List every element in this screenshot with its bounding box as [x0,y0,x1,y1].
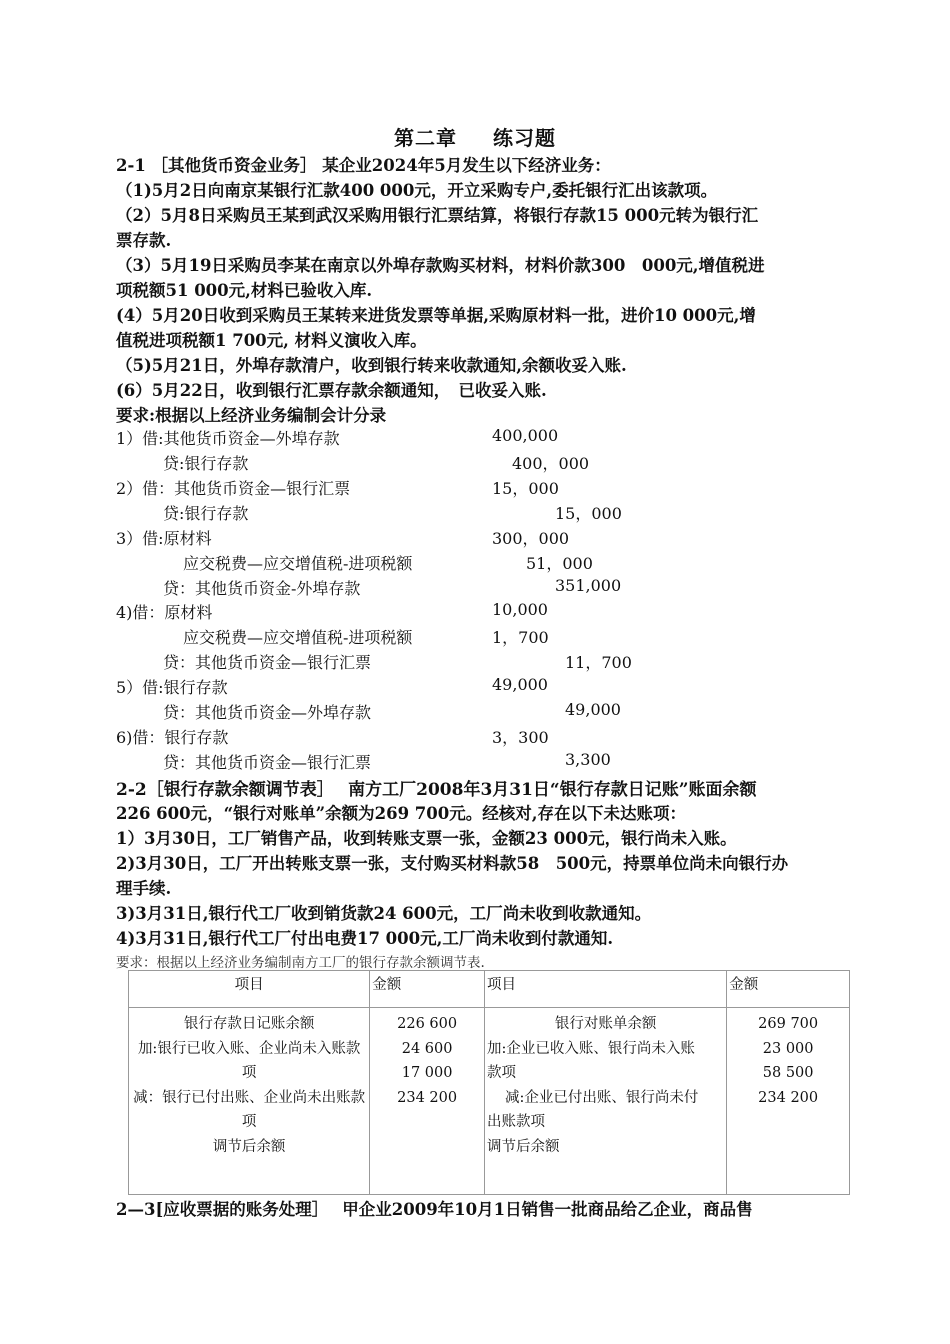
journal-entry-text: 贷：其他货币资金—银行汇票 [163,753,372,772]
ex2-item-line: 4)3月31日,银行代工厂付出电费17 000元,工厂尚未收到付款通知. [116,929,614,948]
journal-entry-amount: 3，300 [492,728,549,747]
right-item: 调节后余额 [486,1138,560,1155]
ex2-item-line: 1）3月30日，工厂销售产品，收到转账支票一张，金额23 000元，银行尚未入账。 [116,829,737,848]
journal-entry-amount: 351,000 [555,576,622,595]
chapter-label: 第二章 [394,126,457,150]
journal-entry-amount: 11，700 [565,653,632,672]
header-amount-right: 金额 [727,971,850,1008]
right-item: 出账款项 [486,1114,545,1130]
left-amounts-cell [370,1008,485,1195]
right-amount: 234 200 [758,1089,819,1106]
journal-entry-text: 6)借：银行存款 [116,728,229,747]
journal-entry-amount: 15，000 [492,479,559,498]
chapter-name: 练习题 [493,126,556,150]
journal-entry-amount: 10,000 [492,600,548,619]
header-item-right: 项目 [484,971,726,1008]
left-item: 加:银行已收入账、企业尚未入账款 [137,1040,361,1057]
left-amount: 17 000 [401,1065,453,1081]
ex2-item-line: 2)3月30日，工厂开出转账支票一张，支付购买材料款58 500元，持票单位尚未向银行办 [116,854,789,873]
right-item: 款项 [486,1065,516,1081]
ex1-item-line: 值税进项税额1 700元, 材料义演收入库。 [116,331,427,350]
left-item: 银行存款日记账余额 [183,1016,315,1032]
ex2-requirement: 要求：根据以上经济业务编制南方工厂的银行存款余额调节表. [116,955,485,971]
journal-entry-amount: 300，000 [492,529,570,548]
left-amount: 226 600 [397,1016,458,1032]
left-item: 项 [241,1065,257,1081]
journal-entry-text: 应交税费—应交增值税-进项税额 [183,554,413,573]
right-item: 减:企业已付出账、银行尚未付 [504,1089,699,1106]
journal-entry-text: 贷:银行存款 [163,504,249,523]
ex1-item-line: （5)5月21日，外埠存款清户，收到银行转来收款通知,余额收妥入账. [116,356,627,375]
journal-entry-text: 贷：其他货币资金—银行汇票 [163,653,372,672]
header-item-left: 项目 [129,971,370,1008]
left-amount: 234 200 [397,1089,458,1106]
header-amount-left: 金额 [370,971,485,1008]
left-amount: 24 600 [401,1040,453,1057]
exercise-2-2-heading: 2-2［银行存款余额调节表］ 南方工厂2008年3月31日“银行存款日记账”账面余额 [116,780,757,800]
table-header-row [129,971,850,1008]
right-amount: 58 500 [762,1065,814,1081]
journal-entry-amount: 51，000 [526,554,593,573]
ex1-item-line: （1)5月2日向南京某银行汇款400 000元，开立采购专户,委托银行汇出该款项。 [116,181,718,200]
right-item: 银行对账单余额 [554,1016,657,1032]
journal-entry-amount: 3,300 [565,750,611,769]
exercise-2-1-heading: 2-1 ［其他货币资金业务］ 某企业2024年5月发生以下经济业务： [116,156,611,175]
ex1-item-line: （3）5月19日采购员李某在南京以外埠存款购买材料，材料价款300 000元,增值税进 [116,256,765,275]
page-title [0,122,950,151]
ex1-item-line: (4）5月20日收到采购员王某转来进货发票等单据,采购原材料一批，进价10 000元,增 [116,306,756,325]
left-item: 项 [241,1114,257,1130]
ex2-item-line: 理手续. [116,879,172,898]
journal-entry-amount: 49,000 [492,675,548,694]
exercise-2-3-heading: 2—3[应收票据的账务处理］ 甲企业2009年10月1日销售一批商品给乙企业，商品售 [116,1200,753,1219]
journal-entry-amount: 400，000 [512,454,590,473]
journal-entry-text: 贷：其他货币资金-外埠存款 [163,579,361,598]
journal-entry-amount: 15，000 [555,504,622,523]
right-amounts-cell [727,1008,850,1195]
ex1-item-line: 票存款. [116,231,172,250]
journal-entry-text: 应交税费—应交增值税-进项税额 [183,628,413,647]
journal-entry-text: 1）借:其他货币资金—外埠存款 [116,429,340,448]
ex1-requirement: 要求:根据以上经济业务编制会计分录 [116,406,387,425]
table-body-row [129,1008,850,1195]
journal-entry-text: 4)借：原材料 [116,603,213,622]
right-items-cell [484,1008,726,1195]
journal-entry-amount: 400,000 [492,426,559,445]
journal-entry-amount: 1，700 [492,628,549,647]
right-item: 加:企业已收入账、银行尚未入账 [486,1040,695,1057]
journal-entry-text: 贷：其他货币资金—外埠存款 [163,703,372,722]
journal-entry-text: 5）借:银行存款 [116,678,228,697]
left-items-cell [129,1008,370,1195]
left-item: 减：银行已付出账、企业尚未出账款 [133,1089,366,1106]
journal-entry-amount: 49,000 [565,700,621,719]
journal-entry-text: 2）借：其他货币资金—银行汇票 [116,479,351,498]
reconciliation-table [128,970,850,1195]
ex1-item-line: （2）5月8日采购员王某到武汉采购用银行汇票结算，将银行存款15 000元转为银行汇 [116,206,759,225]
left-item: 调节后余额 [212,1138,286,1155]
ex2-item-line: 3)3月31日,银行代工厂收到销货款24 600元，工厂尚未收到收款通知。 [116,904,652,923]
right-amount: 269 700 [758,1016,819,1032]
journal-entry-text: 贷:银行存款 [163,454,249,473]
ex1-item-line: (6）5月22日，收到银行汇票存款余额通知， 已收妥入账. [116,381,547,400]
exercise-2-2-heading-cont: 226 600元，“银行对账单”余额为269 700元。经核对,存在以下未达账项： [116,804,686,823]
right-amount: 23 000 [762,1040,814,1057]
journal-entry-text: 3）借:原材料 [116,529,212,548]
ex1-item-line: 项税额51 000元,材料已验收入库. [116,281,373,300]
